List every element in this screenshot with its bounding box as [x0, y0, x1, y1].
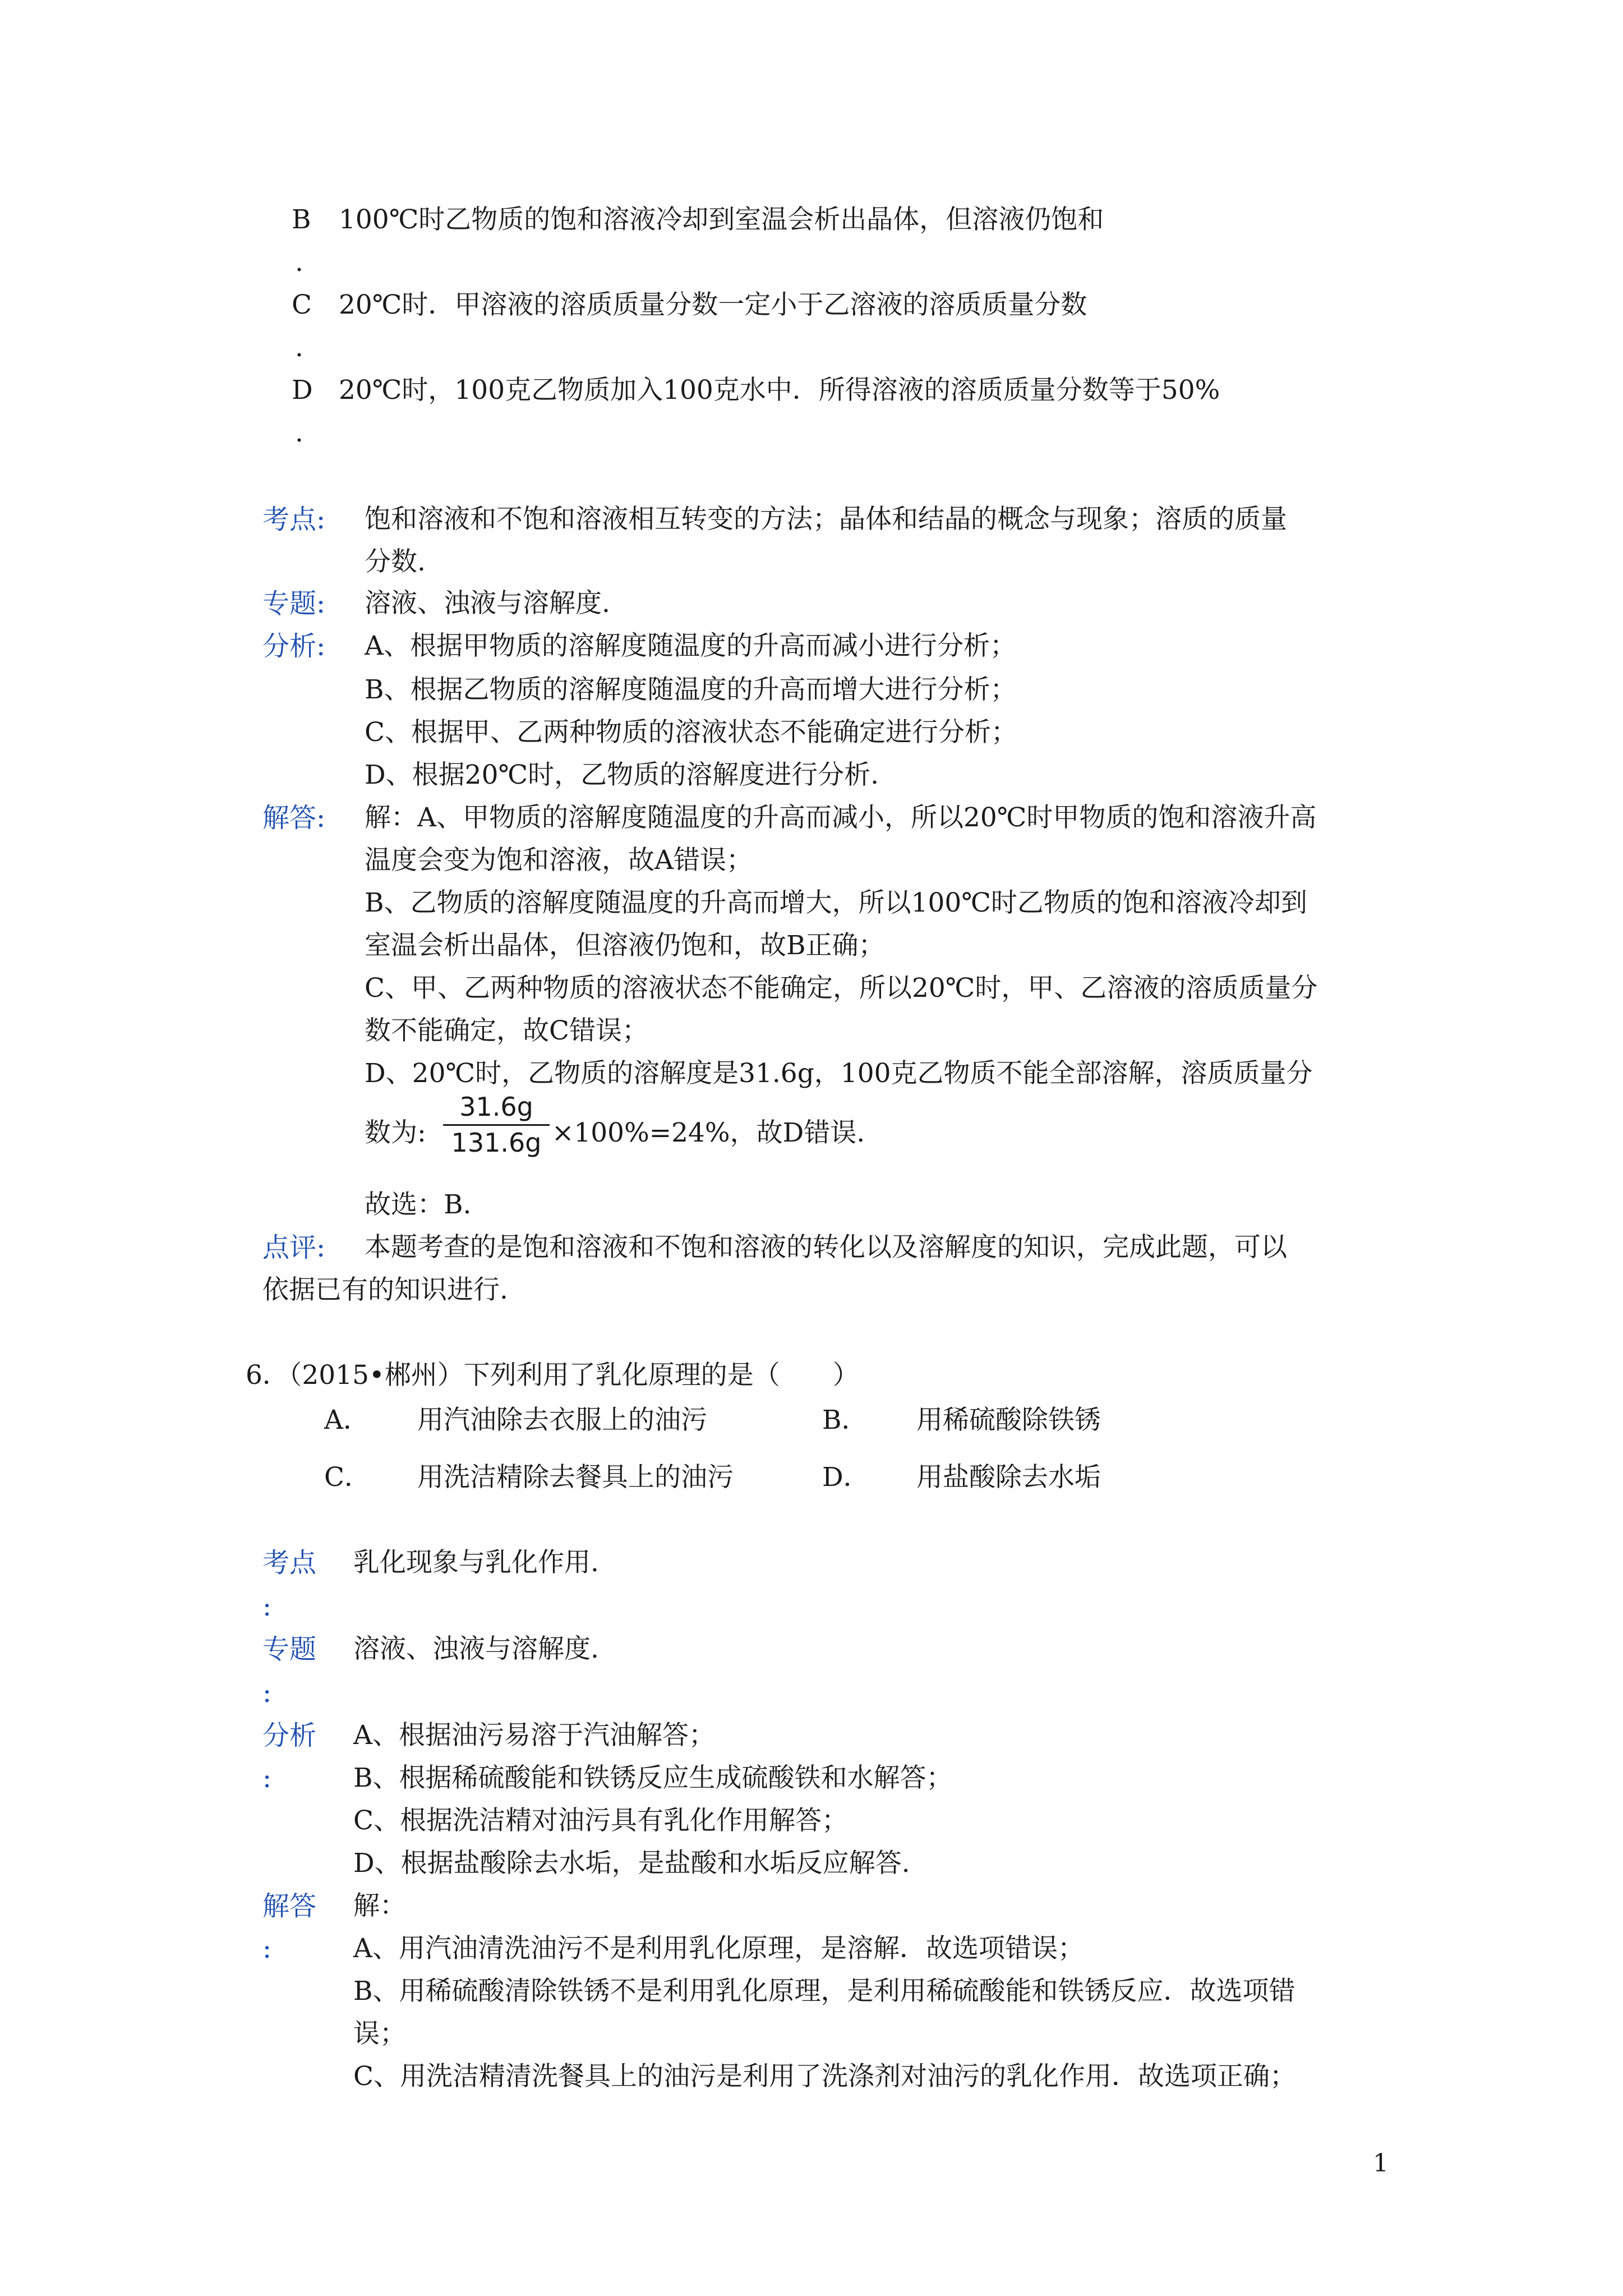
- q6-option-b-text: 用稀硫酸除铁锈: [916, 1405, 1101, 1435]
- q5-formula-suffix: ×100%=24%，故D错误.: [552, 1117, 865, 1148]
- option-b-letter: B: [292, 204, 311, 235]
- option-c-text: 20℃时．甲溶液的溶质质量分数一定小于乙溶液的溶质质量分数: [339, 289, 1087, 320]
- q6-jieda-label: 解答: [262, 1890, 317, 1922]
- q5-conclusion: 故选：B.: [365, 1189, 472, 1220]
- q6-option-d-letter: D．: [822, 1462, 870, 1493]
- q5-fenxi-line-c: C、根据甲、乙两种物质的溶液状态不能确定进行分析；: [365, 717, 1017, 748]
- q5-fenxi-line-a: A、根据甲物质的溶解度随温度的升高而减小进行分析；: [365, 631, 1016, 661]
- q5-jieda-label: 解答:: [262, 802, 326, 834]
- q5-kaodian-line-1: 饱和溶液和不饱和溶液相互转变的方法；晶体和结晶的概念与现象；溶质的质量: [365, 504, 1287, 535]
- q5-dianping-line-1: 本题考查的是饱和溶液和不饱和溶液的转化以及溶解度的知识，完成此题，可以: [365, 1232, 1287, 1263]
- q5-formula-prefix: 数为:: [365, 1117, 426, 1148]
- q6-zhuanti-label: 专题: [262, 1634, 317, 1665]
- q6-kaodian-colon: :: [262, 1591, 272, 1622]
- option-c-letter: C: [292, 289, 312, 320]
- q5-formula-numerator: 31.6g: [459, 1092, 533, 1122]
- q6-fenxi-line-b: B、根据稀硫酸能和铁锈反应生成硫酸铁和水解答；: [353, 1763, 953, 1793]
- page-number: 1: [1373, 2149, 1389, 2178]
- q5-kaodian-line-2: 分数.: [365, 546, 426, 577]
- option-c-dot: .: [295, 332, 303, 363]
- q5-jieda-line-5: C、甲、乙两种物质的溶液状态不能确定，所以20℃时，甲、乙溶液的溶质质量分: [365, 973, 1318, 1004]
- q6-fenxi-colon: :: [262, 1763, 272, 1794]
- q6-jieda-colon: :: [262, 1933, 272, 1964]
- q5-zhuanti-text: 溶液、浊液与溶解度.: [365, 588, 610, 619]
- q5-jieda-line-2: 温度会变为饱和溶液，故A错误；: [365, 845, 753, 876]
- q6-option-d-text: 用盐酸除去水垢: [916, 1462, 1101, 1493]
- q5-zhuanti-label: 专题:: [262, 588, 326, 619]
- q5-fenxi-line-d: D、根据20℃时，乙物质的溶解度进行分析.: [365, 760, 879, 790]
- q6-jieda-line-3: B、用稀硫酸清除铁锈不是利用乳化原理，是利用稀硫酸能和铁锈反应．故选项错: [353, 1976, 1295, 2007]
- q6-fenxi-line-a: A、根据油污易溶于汽油解答；: [353, 1720, 715, 1751]
- q6-zhuanti-colon: :: [262, 1677, 272, 1709]
- q5-dianping-line-2: 依据已有的知识进行.: [262, 1274, 508, 1305]
- q6-fenxi-line-c: C、根据洗洁精对油污具有乳化作用解答；: [353, 1805, 848, 1836]
- q5-formula-denominator: 131.6g: [451, 1128, 542, 1158]
- q6-fenxi-line-d: D、根据盐酸除去水垢，是盐酸和水垢反应解答.: [353, 1848, 910, 1879]
- option-d-letter: D: [292, 375, 313, 406]
- q5-kaodian-label: 考点:: [262, 504, 326, 535]
- q6-option-a-text: 用汽油除去衣服上的油污: [417, 1405, 707, 1435]
- q5-jieda-line-1: 解：A、甲物质的溶解度随温度的升高而减小，所以20℃时甲物质的饱和溶液升高: [365, 802, 1317, 833]
- q6-fenxi-label: 分析: [262, 1720, 317, 1751]
- q6-kaodian-label: 考点: [262, 1547, 317, 1579]
- q6-option-b-letter: B．: [822, 1405, 868, 1435]
- q5-jieda-line-7: D、20℃时，乙物质的溶解度是31.6g，100克乙物质不能全部溶解，溶质质量分: [365, 1058, 1313, 1089]
- option-d-text: 20℃时，100克乙物质加入100克水中．所得溶液的溶质质量分数等于50%: [339, 375, 1220, 406]
- q5-dianping-label: 点评:: [262, 1232, 326, 1263]
- q6-option-a-letter: A．: [324, 1405, 370, 1435]
- q6-stem: 6．（2015•郴州）下列利用了乳化原理的是（ ）: [246, 1360, 859, 1391]
- q6-kaodian-text: 乳化现象与乳化作用.: [353, 1547, 599, 1578]
- q6-jieda-line-4: 误；: [353, 2018, 406, 2049]
- q5-jieda-line-4: 室温会析出晶体，但溶液仍饱和，故B正确；: [365, 930, 885, 961]
- q6-jieda-line-1: 解：: [353, 1890, 406, 1921]
- option-b-dot: .: [295, 247, 303, 278]
- q6-option-c-letter: C．: [324, 1462, 371, 1493]
- option-b-text: 100℃时乙物质的饱和溶液冷却到室温会析出晶体，但溶液仍饱和: [339, 204, 1104, 235]
- q5-jieda-line-3: B、乙物质的溶解度随温度的升高而增大，所以100℃时乙物质的饱和溶液冷却到: [365, 887, 1307, 918]
- option-d-dot: .: [295, 417, 303, 448]
- q6-zhuanti-text: 溶液、浊液与溶解度.: [353, 1634, 599, 1664]
- q5-formula-fraction-bar: [443, 1124, 550, 1126]
- q5-fenxi-line-b: B、根据乙物质的溶解度随温度的升高而增大进行分析；: [365, 674, 1017, 705]
- q6-jieda-line-5: C、用洗洁精清洗餐具上的油污是利用了洗涤剂对油污的乳化作用．故选项正确；: [353, 2061, 1296, 2092]
- q5-jieda-line-6: 数不能确定，故C错误；: [365, 1015, 648, 1046]
- q6-jieda-line-2: A、用汽油清洗油污不是利用乳化原理，是溶解．故选项错误；: [353, 1933, 1084, 1964]
- q5-fenxi-label: 分析:: [262, 631, 326, 662]
- q6-option-c-text: 用洗洁精除去餐具上的油污: [417, 1462, 734, 1493]
